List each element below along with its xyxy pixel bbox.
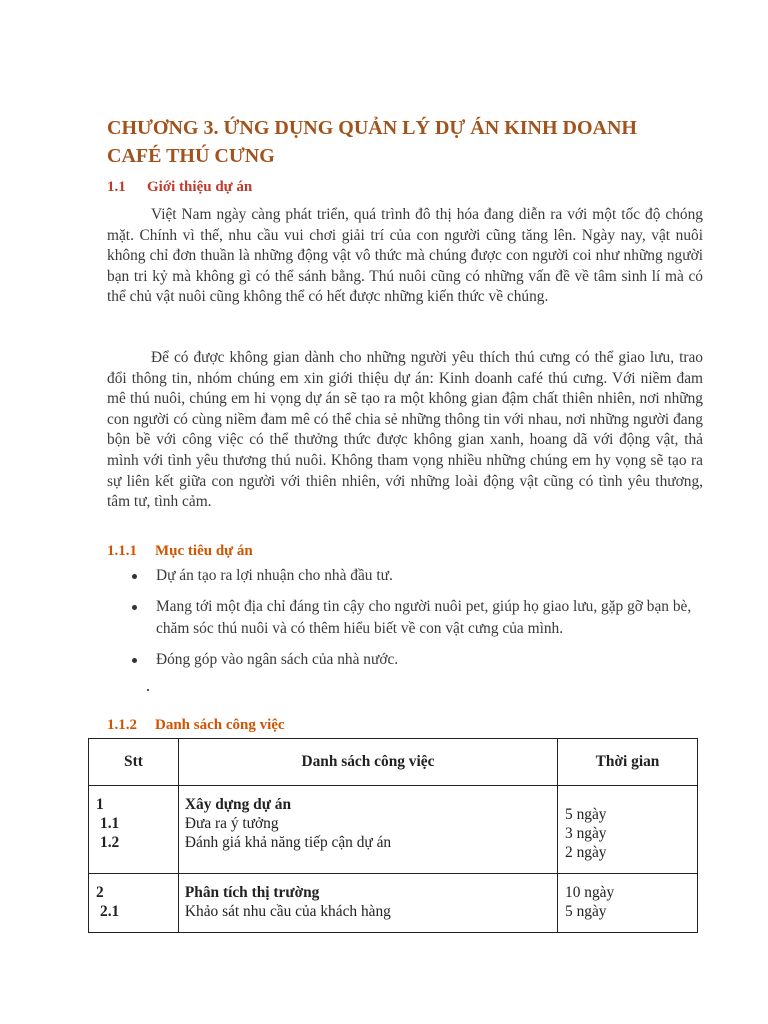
subsection-number: 1.1.2 — [107, 717, 137, 733]
task-item: Đánh giá khả năng tiếp cận dự án — [184, 834, 392, 851]
list-item-text: Mang tới một địa chỉ đáng tin cậy cho người nuôi pet, giúp họ giao lưu, gặp gỡ bạn bè, chăm sóc thú nuôi và có thêm hiểu biết về con vật cưng của mình. — [156, 598, 692, 637]
time-value: 3 ngày — [565, 825, 607, 842]
table-row — [89, 786, 698, 874]
chapter-title — [107, 114, 707, 170]
stt-main: 2 — [96, 884, 104, 901]
stt-sub: 1.2 — [100, 834, 120, 851]
subsection-number: 1.1.1 — [107, 543, 137, 559]
table-header-row — [89, 739, 698, 786]
column-header-stt: Stt — [89, 739, 179, 786]
task-group-title: Xây dựng dự án — [184, 796, 292, 813]
list-item — [130, 596, 706, 640]
time-value: 5 ngày — [565, 806, 607, 823]
task-table — [88, 738, 698, 933]
subsection-title: Danh sách công việc — [155, 717, 285, 733]
list-item-text: Dự án tạo ra lợi nhuận cho nhà đầu tư. — [156, 567, 393, 584]
intro-paragraph-1: Việt Nam ngày càng phát triển, quá trình đô thị hóa đang diễn ra với một tốc độ chóng mặt. Chính vì thế, nhu cầu vui chơi giải trí của con người cũng tăng lên. Ngày nay, vật nuôi không chỉ đơn thuần là những động vật vô thức mà chúng được con người coi như những người bạn tri kỷ mà không gì có thể sánh bằng. Thú nuôi cũng có những vấn đề về tâm sinh lí mà có thể chủ vật nuôi cũng không thể có hết được những kiến thức về chúng. — [107, 206, 703, 306]
column-header-time: Thời gian — [558, 739, 698, 786]
section-heading-1-1 — [107, 179, 252, 196]
bullet-icon — [132, 574, 137, 579]
bullet-icon — [132, 658, 137, 663]
time-value: 10 ngày — [565, 884, 615, 901]
section-heading-1-1-1 — [107, 543, 253, 560]
bullet-icon — [132, 605, 137, 610]
time-value: 5 ngày — [565, 903, 607, 920]
task-cell — [178, 786, 557, 874]
list-item-text: Đóng góp vào ngân sách của nhà nước. — [156, 651, 399, 668]
task-group-title: Phân tích thị trường — [184, 884, 320, 901]
goals-list — [130, 565, 706, 680]
time-value: 2 ngày — [565, 844, 607, 861]
section-number: 1.1 — [107, 179, 126, 195]
stt-sub: 1.1 — [100, 815, 120, 832]
list-item — [130, 565, 706, 587]
chapter-title-line1: CHƯƠNG 3. ỨNG DỤNG QUẢN LÝ DỰ ÁN KINH DOANH — [107, 117, 637, 139]
stt-sub: 2.1 — [100, 903, 120, 920]
task-cell — [178, 874, 557, 933]
section-title: Giới thiệu dự án — [147, 179, 253, 195]
stray-period-mark — [147, 689, 149, 691]
stt-cell — [89, 874, 179, 933]
table-row — [89, 874, 698, 933]
subsection-title: Mục tiêu dự án — [155, 543, 253, 559]
stt-cell — [89, 786, 179, 874]
chapter-title-line2: CAFÉ THÚ CƯNG — [107, 145, 275, 167]
task-item: Khảo sát nhu cầu của khách hàng — [184, 903, 391, 920]
section-heading-1-1-2 — [107, 717, 285, 734]
time-cell — [558, 786, 698, 874]
time-cell — [558, 874, 698, 933]
stt-main: 1 — [96, 796, 104, 813]
intro-paragraph-2: Để có được không gian dành cho những người yêu thích thú cưng có thể giao lưu, trao đổi thông tin, nhóm chúng em xin giới thiệu dự án: Kinh doanh café thú cưng. Với niềm đam mê thú nuôi, chúng em hi vọng dự án sẽ tạo ra một không gian đậm chất thiên nhiên, nơi những con người có cùng niềm đam mê có thể chia sẻ những thông tin với nhau, nơi những người đang bộn bề với công việc có thể thưởng thức được không gian xanh, hoang dã với động vật, thả mình với tình yêu thương thú nuôi. Không tham vọng nhiều những chúng em hy vọng sẽ tạo ra sự liên kết giữa con người với thiên nhiên, với những loài động vật cũng có tình yêu thương, tâm tư, tình cảm. — [107, 349, 703, 511]
list-item — [130, 649, 706, 671]
column-header-tasks: Danh sách công việc — [178, 739, 557, 786]
task-item: Đưa ra ý tưởng — [184, 815, 279, 832]
